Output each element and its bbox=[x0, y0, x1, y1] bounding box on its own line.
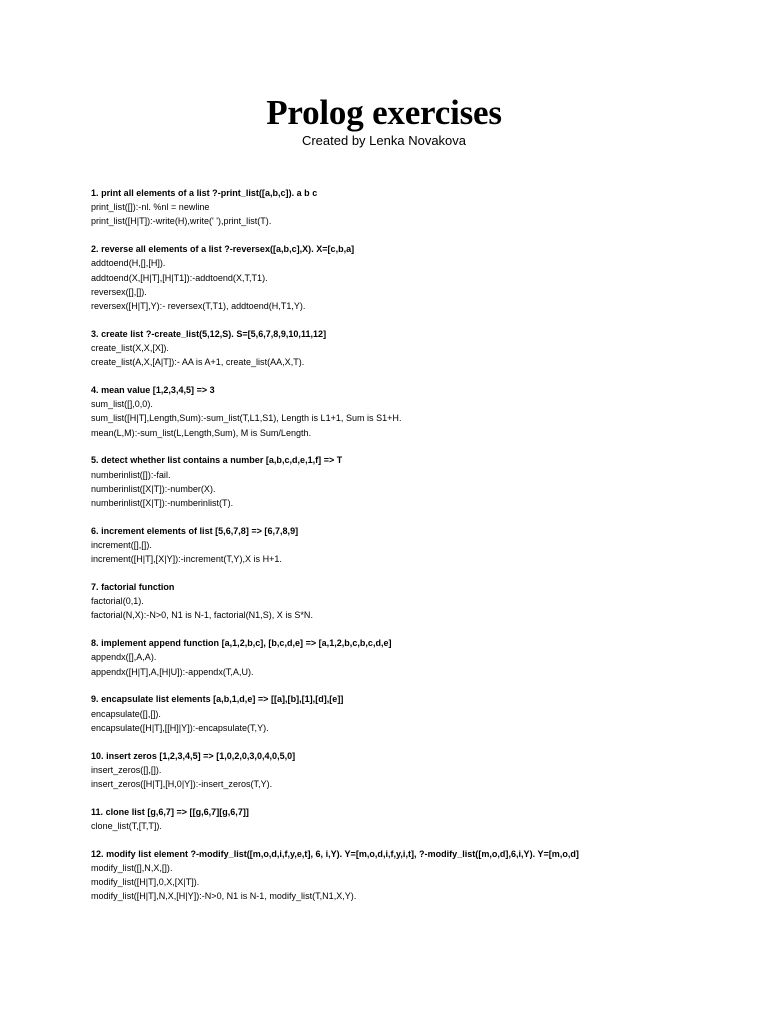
code-line: print_list([H|T]):-write(H),write(' '),print_list(T). bbox=[91, 216, 272, 227]
exercise-1 bbox=[91, 186, 691, 229]
code-line: clone_list(T,[T,T]). bbox=[91, 821, 162, 832]
code-line: factorial(N,X):-N>0, N1 is N-1, factorial(N1,S), X is S*N. bbox=[91, 610, 313, 621]
page-subtitle: Created by Lenka Novakova bbox=[301, 133, 467, 148]
exercise-heading: 1. print all elements of a list ?-print_list([a,b,c]). a b c bbox=[91, 188, 318, 198]
code-line: numberinlist([X|T]):-number(X). bbox=[91, 483, 216, 494]
exercise-3 bbox=[91, 327, 691, 370]
code-line: numberinlist([X|T]):-numberinlist(T). bbox=[91, 498, 234, 509]
exercise-9 bbox=[91, 692, 691, 735]
exercise-list bbox=[91, 186, 691, 917]
code-line: modify_list([],N,X,[]). bbox=[91, 863, 173, 874]
exercise-2 bbox=[91, 242, 691, 313]
code-line: modify_list([H|T],N,X,[H|Y]):-N>0, N1 is N-1, modify_list(T,N1,X,Y). bbox=[91, 891, 357, 902]
code-line: numberinlist([]):-fail. bbox=[91, 469, 171, 480]
exercise-heading: 4. mean value [1,2,3,4,5] => 3 bbox=[91, 385, 215, 396]
code-line: insert_zeros([],[]). bbox=[91, 764, 162, 775]
exercise-6 bbox=[91, 524, 691, 567]
code-line: sum_list([H|T],Length,Sum):-sum_list(T,L1,S1), Length is L1+1, Sum is S1+H. bbox=[91, 413, 402, 424]
exercise-8 bbox=[91, 636, 691, 679]
code-line: modify_list([H|T],0,X,[X|T]). bbox=[91, 877, 200, 888]
code-line: encapsulate([H|T],[[H]|Y]):-encapsulate(T,Y). bbox=[91, 722, 269, 733]
code-line: mean(L,M):-sum_list(L,Length,Sum), M is Sum/Length. bbox=[91, 427, 312, 438]
exercise-5 bbox=[91, 453, 691, 510]
exercise-heading: 6. increment elements of list [5,6,7,8] => [6,7,8,9] bbox=[91, 525, 299, 536]
code-line: increment([H|T],[X|Y]):-increment(T,Y),X is H+1. bbox=[91, 554, 282, 565]
exercise-heading: 3. create list ?-create_list(5,12,S). S=[5,6,7,8,9,10,11,12] bbox=[91, 328, 327, 339]
code-line: addtoend(X,[H|T],[H|T1]):-addtoend(X,T,T1). bbox=[91, 272, 268, 283]
code-line: addtoend(H,[],[H]). bbox=[91, 258, 166, 269]
exercise-heading: 5. detect whether list contains a number [a,b,c,d,e,1,f] => T bbox=[91, 455, 343, 466]
exercise-12 bbox=[91, 847, 691, 904]
exercise-11 bbox=[91, 805, 691, 833]
exercise-7 bbox=[91, 580, 691, 623]
code-line: appendx([],A,A). bbox=[91, 652, 157, 663]
code-line: appendx([H|T],A,[H|U]):-appendx(T,A,U). bbox=[91, 666, 254, 677]
code-line: encapsulate([],[]). bbox=[91, 708, 161, 719]
page-title: Prolog exercises bbox=[266, 93, 502, 132]
code-line: create_list(X,X,[X]). bbox=[91, 343, 169, 354]
code-line: create_list(A,X,[A|T]):- AA is A+1, create_list(AA,X,T). bbox=[91, 357, 305, 368]
code-line: insert_zeros([H|T],[H,0|Y]):-insert_zeros(T,Y). bbox=[91, 779, 273, 790]
code-line: print_list([]):-nl. %nl = newline bbox=[91, 202, 210, 213]
code-line: reversex([H|T],Y):- reversex(T,T1), addtoend(H,T1,Y). bbox=[91, 301, 306, 312]
exercise-heading: 10. insert zeros [1,2,3,4,5] => [1,0,2,0,3,0,4,0,5,0] bbox=[91, 750, 296, 761]
code-line: sum_list([],0,0). bbox=[91, 399, 153, 410]
exercise-heading: 8. implement append function [a,1,2,b,c], [b,c,d,e] => [a,1,2,b,c,b,c,d,e] bbox=[91, 638, 392, 649]
code-line: increment([],[]). bbox=[91, 540, 152, 551]
exercise-heading: 7. factorial function bbox=[91, 582, 175, 593]
exercise-4 bbox=[91, 383, 691, 440]
code-line: reversex([],[]). bbox=[91, 286, 147, 297]
exercise-heading: 2. reverse all elements of a list ?-reversex([a,b,c],X). X=[c,b,a] bbox=[91, 244, 355, 255]
exercise-heading: 11. clone list [g,6,7] => [[g,6,7][g,6,7]] bbox=[91, 806, 249, 817]
exercise-heading: 12. modify list element ?-modify_list([m,o,d,i,f,y,e,t], 6, i,Y). Y=[m,o,d,i,f,y,i,t], ?-modify_list([m,o,d],6,i,Y). Y=[m,o,d] bbox=[91, 848, 579, 859]
exercise-10 bbox=[91, 749, 691, 792]
code-line: factorial(0,1). bbox=[91, 596, 144, 607]
exercise-heading: 9. encapsulate list elements [a,b,1,d,e] => [[a],[b],[1],[d],[e]] bbox=[91, 694, 344, 705]
